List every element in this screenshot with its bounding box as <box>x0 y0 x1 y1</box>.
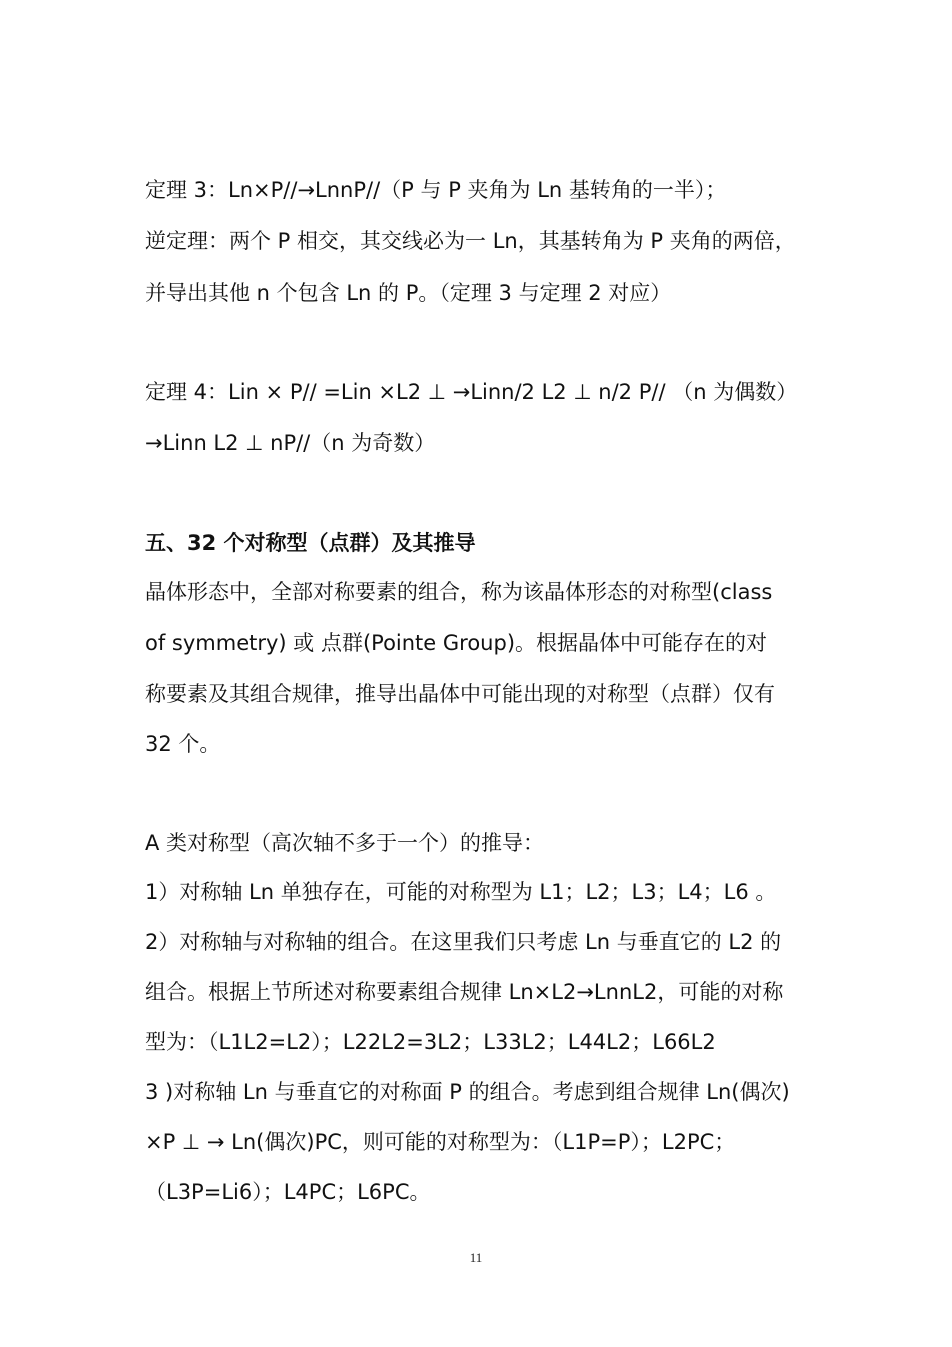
theorem-3-line-3: 并导出其他 n 个包含 Ln 的 P。（定理 3 与定理 2 对应） <box>145 281 672 305</box>
class-a-line: ×P ⊥ → Ln(偶次)PC，则可能的对称型为：（L1P=P）；L2PC； <box>145 1130 736 1154</box>
page-number: 11 <box>469 1250 483 1265</box>
class-a-line: 2）对称轴与对称轴的组合。在这里我们只考虑 Ln 与垂直它的 L2 的 <box>145 930 782 954</box>
class-a-title: A 类对称型（高次轴不多于一个）的推导： <box>145 831 545 855</box>
paragraph-line: of symmetry) 或 点群(Pointe Group)。根据晶体中可能存在的对 <box>145 631 768 655</box>
theorem-3-line-1: 定理 3：Ln×P//→LnnP//（P 与 P 夹角为 Ln 基转角的一半）； <box>145 178 727 202</box>
paragraph-line: 晶体形态中，全部对称要素的组合，称为该晶体形态的对称型(class <box>145 580 773 604</box>
class-a-line: 1）对称轴 Ln 单独存在，可能的对称型为 L1；L2；L3；L4；L6 。 <box>145 880 777 904</box>
theorem-4-line-1: 定理 4：Lin × P// =Lin ×L2 ⊥ →Linn/2 L2 ⊥ n/2 P// （n 为偶数） <box>145 380 798 404</box>
theorem-3-line-2: 逆定理：两个 P 相交，其交线必为一 Ln，其基转角为 P 夹角的两倍， <box>145 229 796 253</box>
class-a-line: 组合。根据上节所述对称要素组合规律 Ln×L2→LnnL2，可能的对称 <box>145 980 784 1004</box>
class-a-line: 3 )对称轴 Ln 与垂直它的对称面 P 的组合。考虑到组合规律 Ln(偶次) <box>145 1080 790 1104</box>
theorem-4-line-2: →Linn L2 ⊥ nP//（n 为奇数） <box>145 431 436 455</box>
paragraph-line: 32 个。 <box>145 732 221 756</box>
class-a-line: 型为：（L1L2=L2）；L22L2=3L2；L33L2；L44L2；L66L2 <box>145 1030 716 1054</box>
class-a-line: （L3P=Li6）；L4PC；L6PC。 <box>145 1180 431 1204</box>
section-heading: 五、32 个对称型（点群）及其推导 <box>145 531 476 555</box>
paragraph-line: 称要素及其组合规律，推导出晶体中可能出现的对称型（点群）仅有 <box>145 682 775 706</box>
